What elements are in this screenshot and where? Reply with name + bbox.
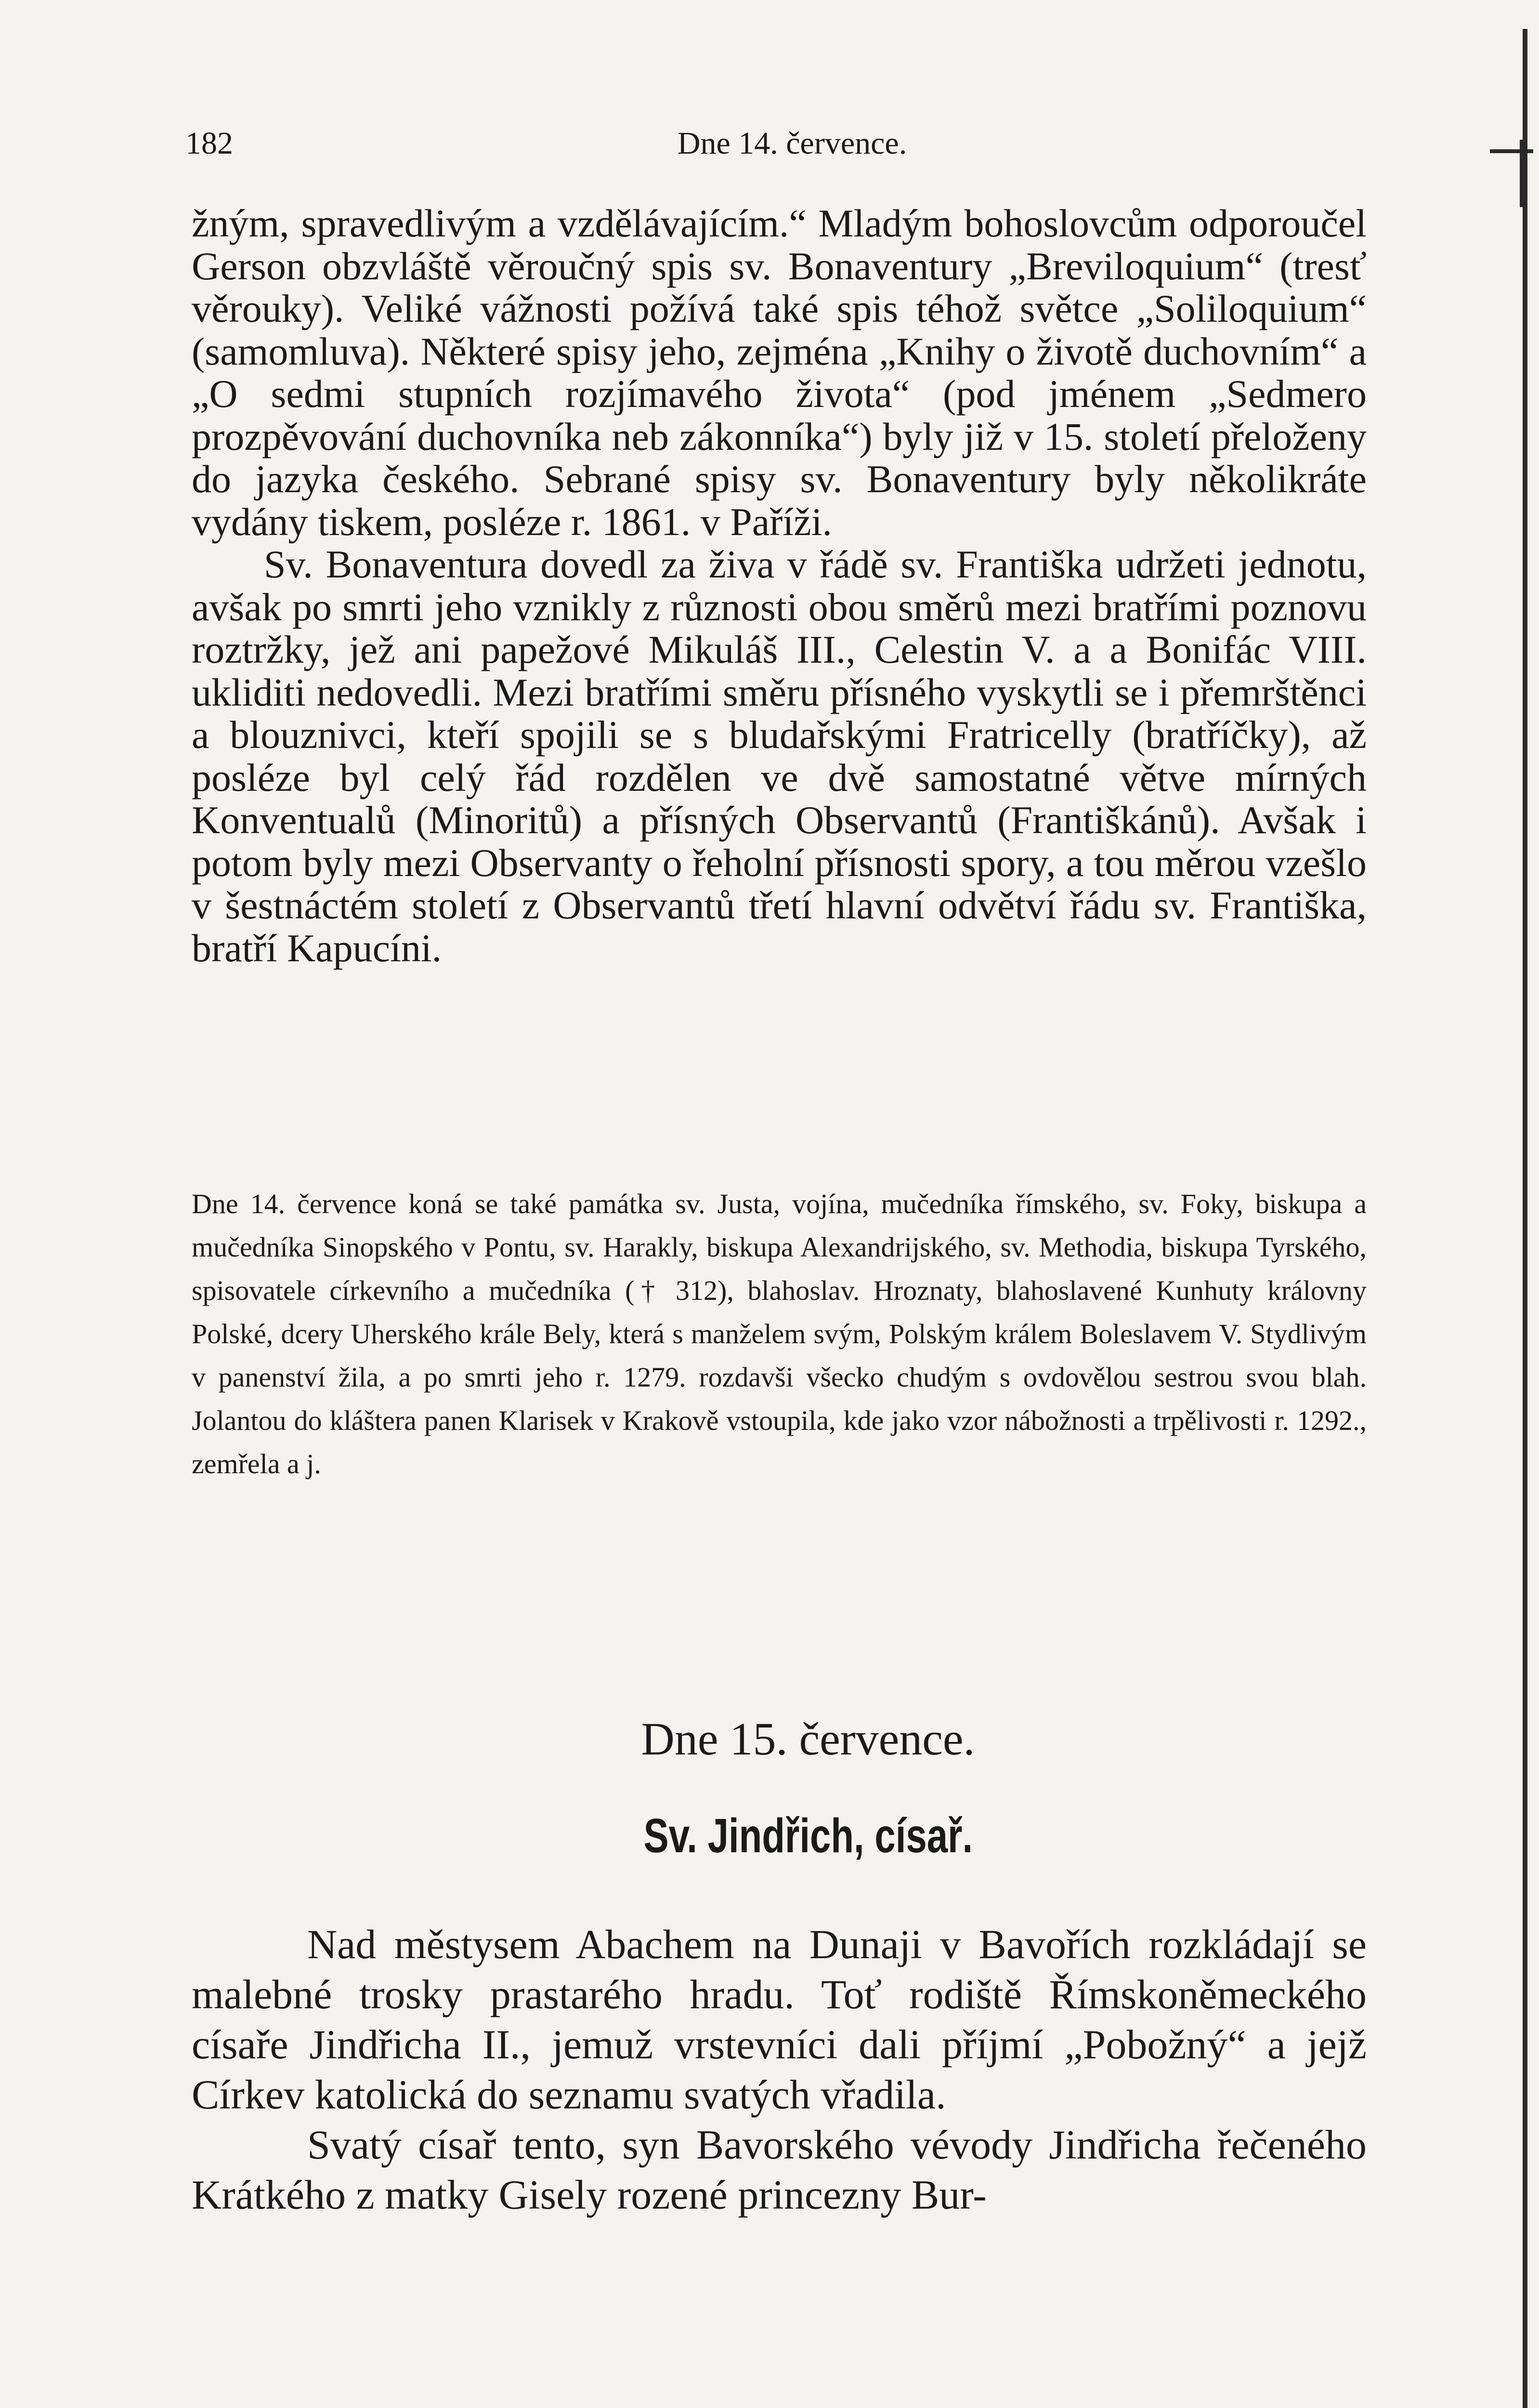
main-text — [192, 202, 1367, 969]
paragraph: Sv. Bonaventura dovedl za živa v řádě sv. Františka udržeti jednotu, avšak po smrti jeho vznikly z různosti obou směrů mezi bratřími poznovu roztržky, jež ani papežové Mikuláš III., Celestin V. a a Bonifác VIII. ukliditi nedovedli. Mezi bratřími směru přísného vyskytli se i přemrštěnci a blouznivci, kteří spojili se s bludařskými Fratricelly (bratříčky), až posléze byl celý řád rozdělen ve dvě samostatné větve mírných Konventualů (Minoritů) a přísných Observantů (Františkánů). Avšak i potom byly mezi Observanty o řeholní přísnosti spory, a tou měrou vzešlo v šestnáctém století z Observantů třetí hlavní odvětví řádu sv. Františka, bratří Kapucíni. — [192, 542, 1367, 970]
paragraph: žným, spravedlivým a vzdělávajícím.“ Mladým bohoslovcům odporoučel Gerson obzvláště věroučný spis sv. Bonaventury „Breviloquium“ (tresť věrouky). Veliké vážnosti požívá také spis téhož světce „Soliloquium“ (samomluva). Některé spisy jeho, zejména „Knihy o životě duchovním“ a „O sedmi stupních rozjímavého života“ (pod jménem „Sedmero prozpěvování duchovníka neb zákonníka“) byly již v 15. století přeloženy do jazyka českého. Sebrané spisy sv. Bonaventury byly několikráte vydány tiskem, posléze r. 1861. v Paříži. — [192, 201, 1367, 544]
page-header — [185, 125, 1370, 178]
footnote-text: Dne 14. července koná se také památka sv. Justa, vojína, mučedníka římského, sv. Foky, biskupa a mučedníka Sinopského v Pontu, sv. Harakly, biskupa Alexandrijského, sv. Methodia, biskupa Tyrského, spisovatele církevního a mučedníka († 312), blahoslav. Hroznaty, blahoslavené Kunhuty královny Polské, dcery Uherského krále Bely, která s manželem svým, Polským králem Boleslavem V. Stydlivým v panenství žila, a po smrti jeho r. 1279. rozdavši všecko chudým s ovdovělou sestrou svou blah. Jolantou do kláštera panen Klarisek v Krakově vstoupila, kde jako vzor nábožnosti a trpělivosti r. 1292., zemřela a j. — [192, 1188, 1367, 1479]
paragraph: Nad městysem Abachem na Dunaji v Bavořích rozkládají se malebné trosky prastarého hradu. Toť rodiště Římskoněmeckého císaře Jindřicha II., jemuž vrstevníci dali příjmí „Pobožný“ a jejž Církev katolická do seznamu svatých vřadila. — [192, 1921, 1367, 2118]
page-number: 182 — [185, 126, 233, 161]
footnote — [192, 1182, 1367, 1486]
section-date-heading: Dne 15. července. — [641, 1713, 975, 1765]
section-title: Sv. Jindřich, císař. — [643, 1809, 973, 1863]
section-text — [192, 1919, 1367, 2220]
scan-edge-line — [1523, 29, 1527, 2408]
running-head: Dne 14. července. — [677, 126, 907, 161]
paragraph: Svatý císař tento, syn Bavorského vévody Jindřicha řečeného Krátkého z matky Gisely rozené princezny Bur- — [192, 2121, 1367, 2218]
scan-edge-mark-vertical — [1520, 140, 1523, 207]
scan-edge-mark — [1490, 149, 1533, 153]
